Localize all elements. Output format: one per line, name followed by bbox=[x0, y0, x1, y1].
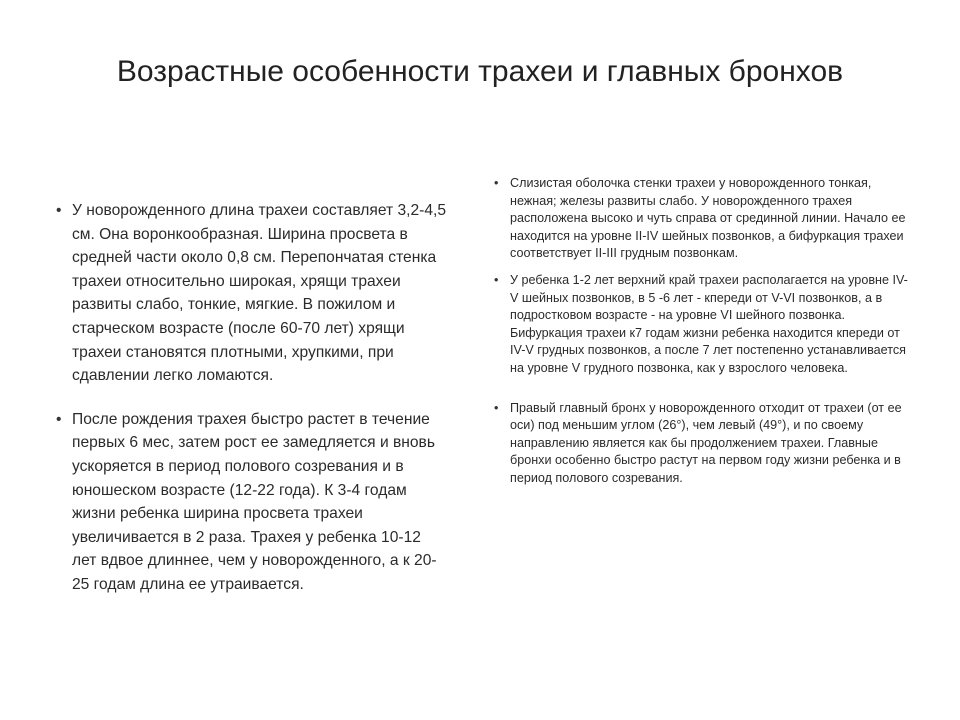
slide-title: Возрастные особенности трахеи и главных бронхов bbox=[116, 55, 844, 88]
right-column-list bbox=[494, 175, 914, 497]
list-item: • У ребенка 1-2 лет верхний край трахеи располагается на уровне IV-V шейных позвонков, в 5 -6 лет - кпереди от V-VI позвонков, а в подростковом возрасте - на уровне VI шейного позвонка. Бифуркация трахеи к7 годам жизни ребенка находится кпереди от IV-V грудных позвонков, а после 7 лет постепенно устанавливается на уровне V грудного позвонка, как у взрослого человека. bbox=[494, 272, 914, 378]
list-item: • Слизистая оболочка стенки трахеи у новорожденного тонкая, нежная; железы развиты слабо. У новорожденного трахея расположена высоко и чуть справа от срединной линии. Начало ее находится на уровне II-IV шейных позвонков, а бифуркация трахеи соответствует II-III грудным позвонкам. bbox=[494, 175, 914, 263]
left-column-list bbox=[56, 199, 446, 617]
list-item: • У новорожденного длина трахеи составляет 3,2-4,5 см. Она воронкообразная. Ширина просвета в средней части около 0,8 см. Перепончатая стенка трахеи относительно широкая, хрящи трахеи развиты слабо, тонкие, мягкие. В пожилом и старческом возрасте (после 60-70 лет) хрящи трахеи становятся плотными, хрупкими, при сдавлении легко ломаются. bbox=[56, 199, 446, 388]
list-item: • После рождения трахея быстро растет в течение первых 6 мес, затем рост ее замедляется и вновь ускоряется в период полового созревания и в юношеском возрасте (12-22 года). К 3-4 годам жизни ребенка ширина просвета трахеи увеличивается в 2 раза. Трахея у ребенка 10-12 лет вдвое длиннее, чем у новорожденного, а к 20-25 годам длина ее утраивается. bbox=[56, 408, 446, 597]
list-item: • Правый главный бронх у новорожденного отходит от трахеи (от ее оси) под меньшим углом (26°), чем левый (49°), и по своему направлению является как бы продолжением трахеи. Главные бронхи особенно быстро растут на первом году жизни ребенка и в период полового созревания. bbox=[494, 400, 914, 488]
